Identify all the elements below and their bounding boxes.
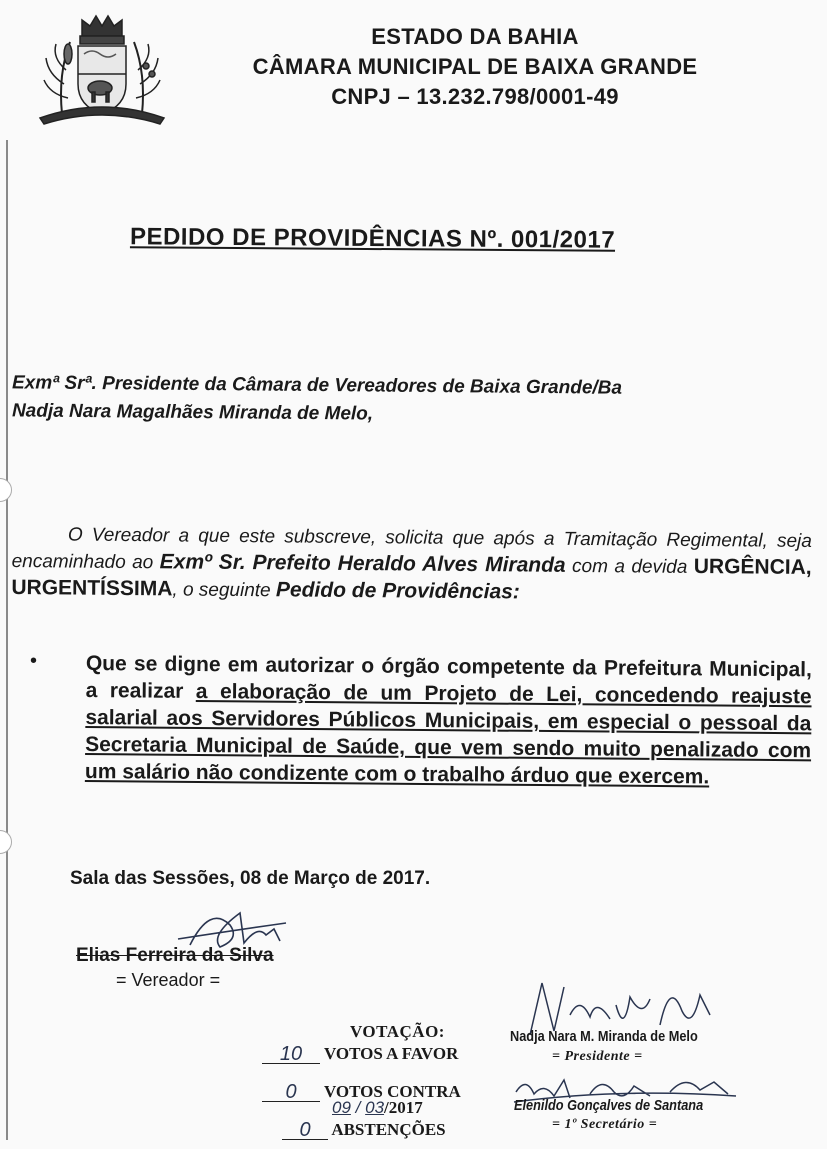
- intro-text: , o seguinte: [172, 579, 277, 602]
- votes-for-row: [262, 1044, 458, 1064]
- request-item: [85, 650, 812, 791]
- intro-paragraph: [11, 522, 812, 609]
- voting-date-month: 03: [365, 1098, 385, 1117]
- intro-text: O Vereador a que este subscreve, solicita que após a Tramitação Regimental, seja encaminhado ao: [11, 524, 812, 574]
- secretary-role: = 1º Secretário =: [552, 1117, 658, 1132]
- president-role: = Presidente =: [552, 1049, 643, 1064]
- votes-for-label: VOTOS A FAVOR: [323, 1044, 459, 1063]
- punch-hole: [0, 830, 12, 854]
- bullet-marker: •: [30, 650, 38, 672]
- request-underlined-text: a elaboração de um Projeto de Lei, concedendo reajuste salarial aos Servidores Públicos Municipais, em especial o pessoal da Secretaria Municipal de Saúde, que vem sendo muito penalizado com um salário não condizente com o trabalho árduo que exercem.: [84, 679, 812, 789]
- votes-against-count: 0: [262, 1083, 320, 1102]
- addressee-line: Exmª Srª. Presidente da Câmara de Vereadores de Baixa Grande/Ba: [11, 372, 623, 399]
- vereador-role: = Vereador =: [116, 970, 221, 990]
- secretary-name: Elenildo Gonçalves de Santana: [514, 1097, 704, 1114]
- municipal-coat-of-arms-icon: [34, 14, 170, 126]
- header-state: ESTADO DA BAHIA: [371, 24, 579, 49]
- abstentions-row: [282, 1120, 446, 1140]
- intro-text: com a devida: [565, 555, 694, 578]
- urgency-text: URGÊNCIA, URGENTÍSSIMA: [11, 554, 812, 601]
- header-chamber: CÂMARA MUNICIPAL DE BAIXA GRANDE: [252, 54, 698, 79]
- left-margin-rule: [6, 140, 8, 1140]
- recipient-text: Exmº Sr. Prefeito Heraldo Alves Miranda: [159, 550, 566, 577]
- vereador-name: Elias Ferreira da Silva: [76, 945, 274, 966]
- addressee-name: Nadja Nara Magalhães Miranda de Melo,: [11, 400, 374, 425]
- closing-date-line: Sala das Sessões, 08 de Março de 2017.: [70, 868, 431, 889]
- voting-title: VOTAÇÃO:: [350, 1022, 445, 1041]
- document-title: PEDIDO DE PROVIDÊNCIAS Nº. 001/2017: [129, 223, 616, 254]
- request-plain-text: Que se digne em autorizar o órgão competente da Prefeitura Municipal, a realizar: [85, 651, 812, 703]
- punch-hole: [0, 478, 12, 502]
- president-name: Nadja Nara M. Miranda de Melo: [510, 1028, 698, 1045]
- request-text: Pedido de Providências:: [275, 578, 520, 604]
- voting-date-year: /2017: [384, 1098, 423, 1117]
- votes-for-count: 10: [262, 1045, 320, 1064]
- header-cnpj: CNPJ – 13.232.798/0001-49: [331, 84, 619, 109]
- voting-date: [332, 1098, 423, 1118]
- voting-date-day: 09: [332, 1098, 351, 1117]
- abstentions-label: ABSTENÇÕES: [331, 1120, 446, 1139]
- abstentions-count: 0: [282, 1121, 328, 1140]
- voting-date-separator: /: [355, 1098, 361, 1117]
- votes-against-label: VOTOS CONTRA: [323, 1082, 461, 1101]
